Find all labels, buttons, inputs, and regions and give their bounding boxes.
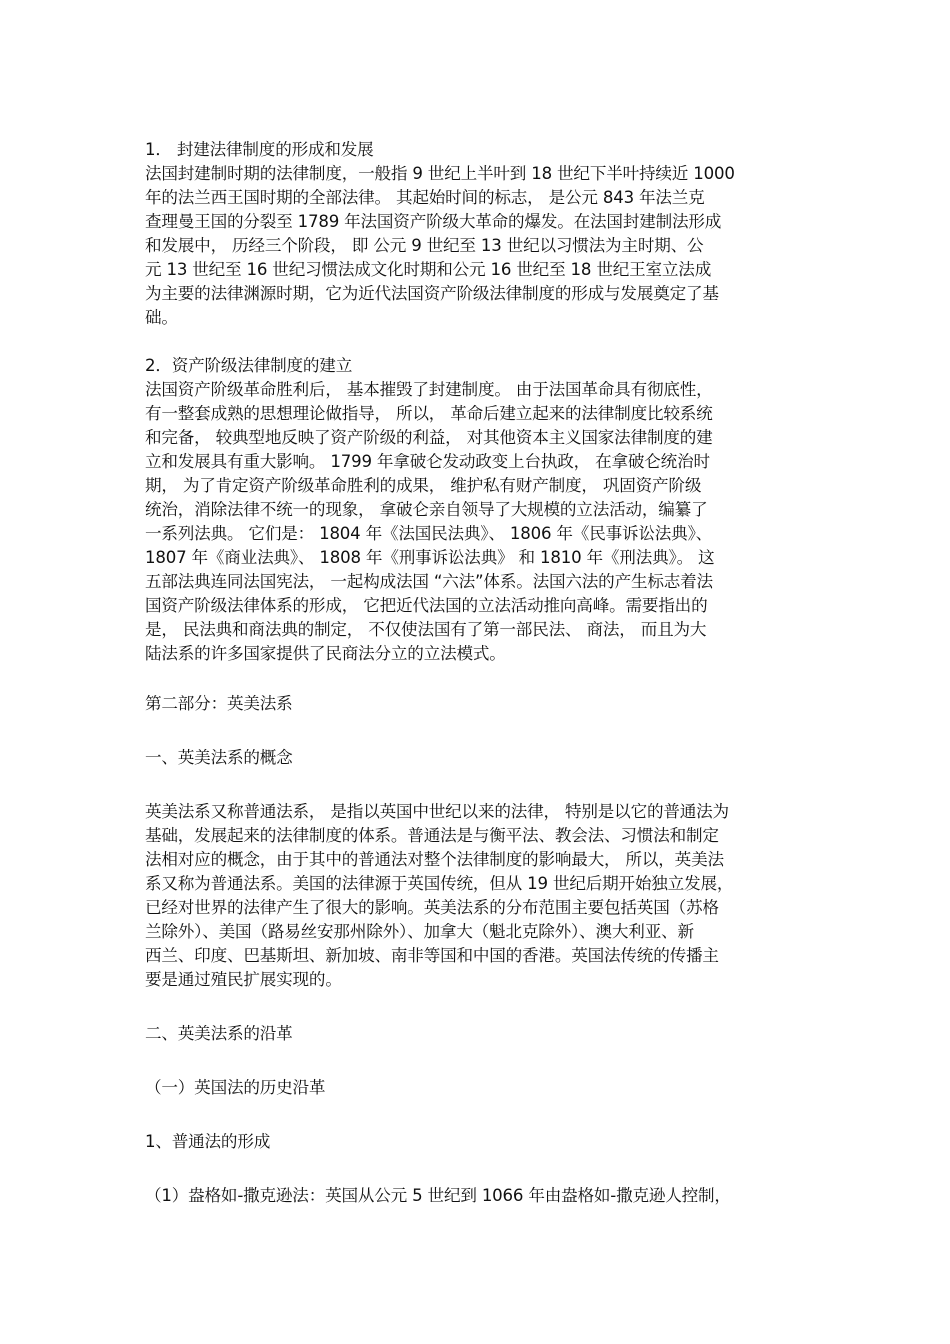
paragraph-line: 已经对世界的法律产生了很大的影响。英美法系的分布范围主要包括英国（苏格 (145, 898, 719, 917)
common-law-heading: 1、普通法的形成 (145, 1132, 271, 1151)
concept-heading: 一、英美法系的概念 (145, 748, 293, 767)
paragraph-line: 法相对应的概念，由于其中的普通法对整个法律制度的影响最大， 所以，英美法 (145, 850, 724, 869)
paragraph-line: 有一整套成熟的思想理论做指导， 所以， 革命后建立起来的法律制度比较系统 (145, 404, 713, 423)
paragraph-line: 期， 为了肯定资产阶级革命胜利的成果， 维护私有财产制度， 巩固资产阶级 (145, 476, 702, 495)
section1-heading: 1． 封建法律制度的形成和发展 (145, 140, 374, 159)
uk-history-heading: （一）英国法的历史沿革 (145, 1078, 326, 1097)
paragraph-line: 1807 年《商业法典》、 1808 年《刑事诉讼法典》 和 1810 年《刑法典》。 这 (145, 548, 715, 567)
paragraph-line: 法国资产阶级革命胜利后， 基本摧毁了封建制度。 由于法国革命具有彻底性， (145, 380, 713, 399)
paragraph-line: 国资产阶级法律体系的形成， 它把近代法国的立法活动推向高峰。需要指出的 (145, 596, 708, 615)
paragraph-line: 为主要的法律渊源时期，它为近代法国资产阶级法律制度的形成与发展奠定了基 (145, 284, 719, 303)
paragraph-line: 和发展中， 历经三个阶段， 即 公元 9 世纪至 13 世纪以习惯法为主时期、公 (145, 236, 704, 255)
paragraph-line: 基础，发展起来的法律制度的体系。普通法是与衡平法、教会法、习惯法和制定 (145, 826, 719, 845)
paragraph-line: 查理曼王国的分裂至 1789 年法国资产阶级大革命的爆发。在法国封建制法形成 (145, 212, 722, 231)
paragraph-line: 立和发展具有重大影响。 1799 年拿破仑发动政变上台执政， 在拿破仑统治时 (145, 452, 710, 471)
history-heading: 二、英美法系的沿革 (145, 1024, 293, 1043)
paragraph-line: 五部法典连同法国宪法， 一起构成法国 “六法”体系。法国六法的产生标志着法 (145, 572, 713, 591)
part2-heading: 第二部分：英美法系 (145, 694, 293, 713)
paragraph-line: 西兰、印度、巴基斯坦、新加坡、南非等国和中国的香港。英国法传统的传播主 (145, 946, 719, 965)
paragraph-line: 础。 (145, 308, 178, 327)
paragraph-line: 统治，消除法律不统一的现象， 拿破仑亲自领导了大规模的立法活动，编纂了 (145, 500, 708, 519)
paragraph-line: 系又称为普通法系。美国的法律源于英国传统，但从 19 世纪后期开始独立发展， (145, 874, 734, 893)
paragraph-line: 年的法兰西王国时期的全部法律。 其起始时间的标志， 是公元 843 年法兰克 (145, 188, 705, 207)
paragraph-line: 一系列法典。 它们是： 1804 年《法国民法典》、 1806 年《民事诉讼法典》、 (145, 524, 713, 543)
paragraph-line: 陆法系的许多国家提供了民商法分立的立法模式。 (145, 644, 506, 663)
paragraph-line: 要是通过殖民扩展实现的。 (145, 970, 342, 989)
paragraph-line: 是， 民法典和商法典的制定， 不仅使法国有了第一部民法、 商法， 而且为大 (145, 620, 707, 639)
paragraph-line: 兰除外）、美国（路易丝安那州除外）、加拿大（魁北克除外）、澳大利亚、新 (145, 922, 694, 941)
anglo-saxon-line: （1）盎格如-撒克逊法：英国从公元 5 世纪到 1066 年由盎格如-撒克逊人控制， (145, 1186, 731, 1205)
paragraph-line: 和完备， 较典型地反映了资产阶级的利益， 对其他资本主义国家法律制度的建 (145, 428, 713, 447)
paragraph-line: 英美法系又称普通法系， 是指以英国中世纪以来的法律， 特别是以它的普通法为 (145, 802, 729, 821)
document-page (145, 138, 807, 1208)
paragraph-line: 元 13 世纪至 16 世纪习惯法成文化时期和公元 16 世纪至 18 世纪王室立法成 (145, 260, 712, 279)
section2-heading: 2．资产阶级法律制度的建立 (145, 356, 353, 375)
paragraph-line: 法国封建制时期的法律制度，一般指 9 世纪上半叶到 18 世纪下半叶持续近 1000 (145, 164, 735, 183)
